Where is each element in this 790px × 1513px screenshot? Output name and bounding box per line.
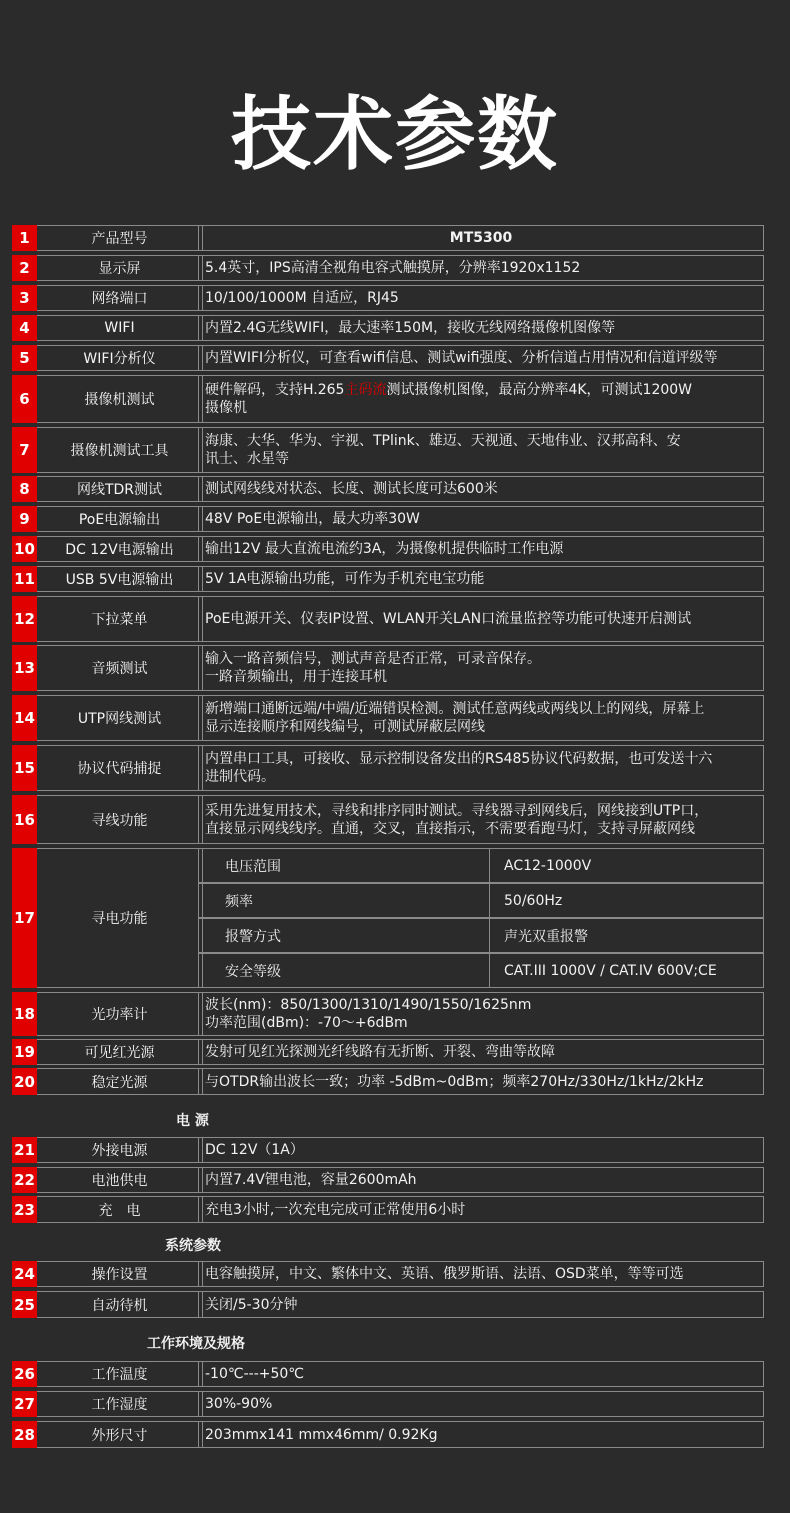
row-value-text: -10℃---+50℃ [205, 1366, 305, 1382]
row-value-text: 48V PoE电源输出，最大功率30W [205, 511, 420, 527]
row-value-line2: 直接显示网线线序。直通，交叉，直接指示，不需要看跑马灯，支持寻屏蔽网线 [205, 820, 695, 837]
row-label: 外接电源 [37, 1137, 203, 1163]
row-number: 9 [12, 506, 37, 532]
row-value [198, 285, 764, 311]
row-value [198, 375, 764, 423]
row-number: 11 [12, 566, 37, 592]
row-label: 网络端口 [37, 285, 203, 311]
row-number: 10 [12, 536, 37, 562]
model-value: MT5300 [449, 230, 513, 246]
table-row [12, 315, 764, 341]
row-number: 5 [12, 345, 37, 371]
row-label: 网线TDR测试 [37, 476, 203, 502]
row-value-text: 10/100/1000M 自适应，RJ45 [205, 290, 399, 306]
row-label: 光功率计 [37, 992, 203, 1036]
table-row [12, 375, 764, 423]
row-label: 自动待机 [37, 1291, 203, 1318]
sub-key: 频率 [198, 883, 490, 918]
row-label: 摄像机测试工具 [37, 427, 203, 473]
row-label: 电池供电 [37, 1167, 203, 1193]
row-number: 25 [12, 1291, 37, 1318]
row-value [198, 315, 764, 341]
row-value [198, 1391, 764, 1417]
row-value [198, 596, 764, 642]
table-row [12, 1261, 764, 1287]
section-title-system: 系统参数 [165, 1238, 221, 1254]
row-number: 1 [12, 225, 37, 251]
row-value-line2: 一路音频输出，用于连接耳机 [205, 669, 387, 685]
table-row [12, 476, 764, 502]
row-number: 26 [12, 1361, 37, 1387]
row-number: 12 [12, 596, 37, 642]
row-label: 可见红光源 [37, 1039, 203, 1065]
row-label: 音频测试 [37, 645, 203, 691]
table-row [12, 506, 764, 532]
row-value-text: 测试摄像机图像，最高分辨率4K，可测试1200W [386, 382, 693, 398]
table-row [12, 745, 764, 791]
row-number: 14 [12, 695, 37, 741]
row-number: 13 [12, 645, 37, 691]
row-value [198, 1421, 764, 1448]
row-value-text: 测试网线线对状态、长度、测试长度可达600米 [205, 481, 498, 497]
row-value [198, 645, 764, 691]
row-number: 15 [12, 745, 37, 791]
row-value-line1 [205, 381, 757, 399]
row-value-text: 内置WIFI分析仪，可查看wifi信息、测试wifi强度、分析信道占用情况和信道评级等 [205, 350, 718, 366]
row-label: 寻电功能 [37, 848, 203, 988]
table-row [12, 345, 764, 371]
table-row [12, 536, 764, 562]
row-label: PoE电源输出 [37, 506, 203, 532]
row-value-text: 硬件解码，支持H.265 [205, 382, 345, 398]
row-number: 4 [12, 315, 37, 341]
row-value-line1: 输入一路音频信号，测试声音是否正常，可录音保存。 [205, 651, 541, 667]
table-row [12, 596, 764, 642]
row-label: 显示屏 [37, 255, 203, 281]
row-label: 稳定光源 [37, 1068, 203, 1095]
section-title-environment: 工作环境及规格 [147, 1336, 245, 1352]
row-number: 21 [12, 1137, 37, 1163]
row-label: DC 12V电源输出 [37, 536, 203, 562]
row-number: 23 [12, 1196, 37, 1223]
row-label: 工作温度 [37, 1361, 203, 1387]
row-value [198, 1068, 764, 1095]
row-value [198, 506, 764, 532]
table-row [12, 566, 764, 592]
row-value-text: 关闭/5-30分钟 [205, 1296, 298, 1313]
sub-value: 声光双重报警 [489, 918, 764, 953]
row-value-text: 30%-90% [205, 1396, 273, 1412]
row-label: 摄像机测试 [37, 375, 203, 423]
row-value-line2: 进制代码。 [205, 769, 275, 785]
sub-key: 报警方式 [198, 918, 490, 953]
row-value [198, 795, 764, 844]
page-title: 技术参数 [231, 88, 559, 181]
row-number: 27 [12, 1391, 37, 1417]
table-row [12, 1196, 764, 1223]
row-number: 8 [12, 476, 37, 502]
row-value-line2: 显示连接顺序和网线编号，可测试屏蔽层网线 [205, 719, 485, 735]
row-value [198, 1137, 764, 1163]
row-label: 寻线功能 [37, 795, 203, 844]
row-label: WIFI分析仪 [37, 345, 203, 371]
table-row [12, 992, 764, 1036]
sub-value: CAT.III 1000V / CAT.IV 600V;CE [489, 953, 764, 988]
row-value-line1: 新增端口通断远端/中端/近端错误检测。测试任意两线或两线以上的网线，屏幕上 [205, 701, 705, 717]
row-value [198, 255, 764, 281]
row-value-text: 5V 1A电源输出功能，可作为手机充电宝功能 [205, 571, 485, 587]
sub-key: 安全等级 [198, 953, 490, 988]
row-value-text: 203mmx141 mmx46mm/ 0.92Kg [205, 1426, 438, 1443]
row-value [198, 1291, 764, 1318]
table-row [12, 255, 764, 281]
row-label: 工作湿度 [37, 1391, 203, 1417]
table-row [12, 1039, 764, 1065]
sub-key: 电压范围 [198, 848, 490, 883]
row-value-text: 内置2.4G无线WIFI，最大速率150M，接收无线网络摄像机图像等 [205, 320, 616, 336]
row-value-text: 与OTDR输出波长一致；功率 -5dBm~0dBm；频率270Hz/330Hz/1kHz/2kHz [205, 1073, 704, 1090]
table-row [12, 645, 764, 691]
row-value [198, 992, 764, 1036]
table-row [12, 1137, 764, 1163]
row-number: 7 [12, 427, 37, 473]
row-value [198, 476, 764, 502]
row-value-text: 内置7.4V锂电池，容量2600mAh [205, 1172, 417, 1188]
table-row [12, 1421, 764, 1448]
row-value [198, 1361, 764, 1387]
row-number: 3 [12, 285, 37, 311]
row-number: 17 [12, 848, 37, 988]
row-label: USB 5V电源输出 [37, 566, 203, 592]
row-value [198, 1167, 764, 1193]
row-label: 充 电 [37, 1196, 203, 1223]
row-label: WIFI [37, 315, 203, 341]
table-row [12, 225, 764, 251]
row-label: 外形尺寸 [37, 1421, 203, 1448]
row-value [198, 566, 764, 592]
row-label: 产品型号 [37, 225, 203, 251]
row-label: 操作设置 [37, 1261, 203, 1287]
row-value-line1: 波长(nm)：850/1300/1310/1490/1550/1625nm [205, 997, 532, 1013]
row-value-line1: 海康、大华、华为、宇视、TPlink、雄迈、天视通、天地伟业、汉邦高科、安 [205, 433, 681, 449]
table-row [12, 1361, 764, 1387]
sub-value: 50/60Hz [489, 883, 764, 918]
table-row [12, 848, 764, 988]
row-label: 下拉菜单 [37, 596, 203, 642]
row-value [198, 745, 764, 791]
row-value-text: 发射可见红光探测光纤线路有无折断、开裂、弯曲等故障 [205, 1044, 555, 1060]
row-number: 24 [12, 1261, 37, 1287]
table-row [12, 1291, 764, 1318]
row-number: 22 [12, 1167, 37, 1193]
row-value-text: 电容触摸屏，中文、繁体中文、英语、俄罗斯语、法语、OSD菜单，等等可选 [205, 1266, 684, 1282]
sub-value: AC12-1000V [489, 848, 764, 883]
table-row [12, 795, 764, 844]
row-value-line1: 采用先进复用技术，寻线和排序同时测试。寻线器寻到网线后，网线接到UTP口， [205, 802, 709, 819]
row-label: 协议代码捕捉 [37, 745, 203, 791]
section-title-power: 电 源 [176, 1113, 209, 1129]
sub-table [198, 848, 764, 988]
table-row [12, 285, 764, 311]
row-value [198, 1261, 764, 1287]
row-value-text: 5.4英寸，IPS高清全视角电容式触摸屏，分辨率1920x1152 [205, 260, 581, 276]
row-value [198, 225, 764, 251]
table-row [12, 1167, 764, 1193]
table-row [12, 1068, 764, 1095]
table-row [12, 695, 764, 741]
highlight-text: 主码流 [344, 382, 387, 398]
row-value [198, 695, 764, 741]
row-value [198, 1039, 764, 1065]
table-row [12, 427, 764, 473]
row-value [198, 536, 764, 562]
row-value-text: PoE电源开关、仪表IP设置、WLAN开关LAN口流量监控等功能可快速开启测试 [205, 611, 692, 627]
row-value [198, 1196, 764, 1223]
row-value-line2: 功率范围(dBm)：-70～+6dBm [205, 1015, 408, 1031]
row-label: UTP网线测试 [37, 695, 203, 741]
table-row [12, 1391, 764, 1417]
row-value-line2: 讯士、水星等 [205, 451, 289, 467]
row-value-text: 充电3小时,一次充电完成可正常使用6小时 [205, 1201, 466, 1218]
row-number: 18 [12, 992, 37, 1036]
row-number: 6 [12, 375, 37, 423]
row-value-text: 输出12V 最大直流电流约3A，为摄像机提供临时工作电源 [205, 541, 564, 557]
row-value-text: DC 12V（1A） [205, 1142, 304, 1158]
row-value [198, 427, 764, 473]
row-number: 16 [12, 795, 37, 844]
row-number: 19 [12, 1039, 37, 1065]
row-number: 20 [12, 1068, 37, 1095]
row-value-line2: 摄像机 [205, 400, 247, 416]
row-value [198, 345, 764, 371]
row-number: 2 [12, 255, 37, 281]
row-number: 28 [12, 1421, 37, 1448]
row-value-line1: 内置串口工具，可接收、显示控制设备发出的RS485协议代码数据，也可发送十六 [205, 751, 713, 767]
